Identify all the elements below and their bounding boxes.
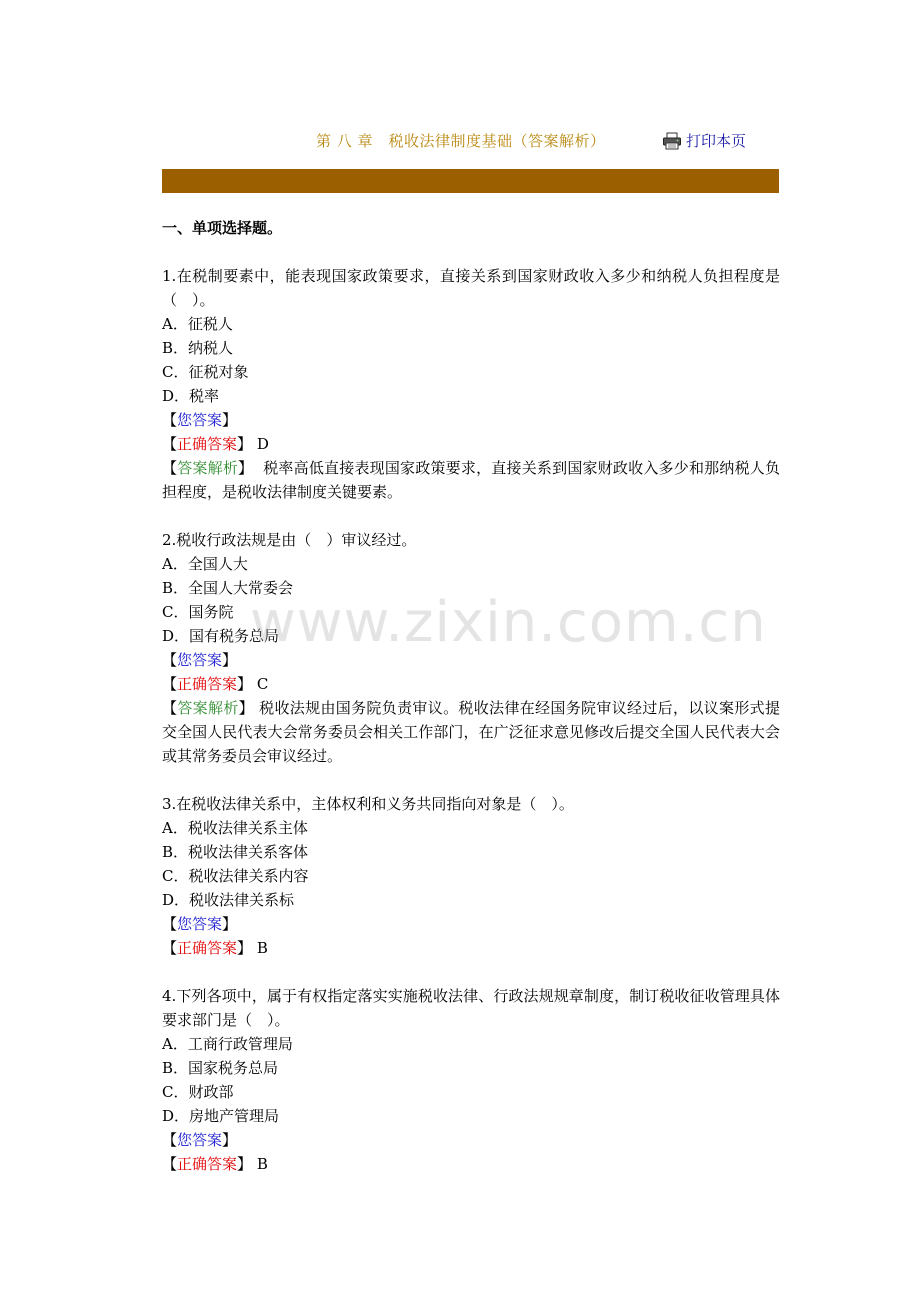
- your-answer-line: 【您答案】: [162, 411, 238, 429]
- option-b: B．全国人大常委会: [162, 579, 294, 597]
- analysis-text: 税收法规由国务院负责审议。税收法律在经国务院审议经过后，以议案形式提交全国人民代表大会常务委员会相关工作部门，在广泛征求意见修改后提交全国人民代表大会或其常务委员会审议经过。: [162, 699, 780, 765]
- correct-answer-line: 【正确答案】 C: [162, 675, 269, 693]
- your-answer-line: 【您答案】: [162, 915, 238, 933]
- correct-answer-value: B: [256, 939, 268, 957]
- correct-answer-value: C: [256, 675, 269, 693]
- chapter-title: 第 八 章 税收法律制度基础（答案解析）: [316, 132, 606, 150]
- question-1: [162, 264, 780, 504]
- print-link-label[interactable]: 打印本页: [686, 132, 747, 150]
- correct-answer-label: 正确答案: [177, 1155, 238, 1173]
- option-c: C．国务院: [162, 603, 234, 621]
- analysis-label: 答案解析: [177, 699, 239, 717]
- option-d: D．税率: [162, 387, 220, 405]
- watermark: www.zixin.com.cn: [250, 590, 767, 655]
- content-area: [162, 216, 780, 1200]
- option-a: A．全国人大: [162, 555, 248, 573]
- correct-answer-label: 正确答案: [177, 435, 238, 453]
- your-answer-line: 【您答案】: [162, 1131, 238, 1149]
- question-stem: 1.在税制要素中，能表现国家政策要求，直接关系到国家财政收入多少和纳税人负担程度是（ ）。: [162, 267, 780, 309]
- correct-answer-line: 【正确答案】 D: [162, 435, 269, 453]
- question-stem: 4.下列各项中，属于有权指定落实实施税收法律、行政法规规章制度，制订税收征收管理具体要求部门是（ ）。: [162, 987, 780, 1029]
- question-3: [162, 792, 780, 960]
- your-answer-label: 您答案: [177, 651, 223, 669]
- correct-answer-line: 【正确答案】 B: [162, 1155, 268, 1173]
- header-divider-bar: [162, 169, 779, 193]
- option-a: A．工商行政管理局: [162, 1035, 293, 1053]
- question-4: [162, 984, 780, 1176]
- correct-answer-value: D: [256, 435, 269, 453]
- correct-answer-label: 正确答案: [177, 675, 238, 693]
- title-row: [316, 128, 776, 154]
- option-b: B．纳税人: [162, 339, 234, 357]
- your-answer-label: 您答案: [177, 411, 223, 429]
- correct-answer-label: 正确答案: [177, 939, 238, 957]
- option-d: D．税收法律关系标: [162, 891, 295, 909]
- print-page-link[interactable]: [662, 128, 746, 154]
- option-a: A．税收法律关系主体: [162, 819, 308, 837]
- question-stem: 3.在税收法律关系中，主体权利和义务共同指向对象是（ ）。: [162, 795, 574, 813]
- option-a: A．征税人: [162, 315, 233, 333]
- your-answer-label: 您答案: [177, 915, 223, 933]
- analysis-line: 【答案解析】 税率高低直接表现国家政策要求，直接关系到国家财政收入多少和那纳税人负担程度，是税收法律制度关键要素。: [162, 459, 780, 501]
- option-b: B．国家税务总局: [162, 1059, 279, 1077]
- your-answer-label: 您答案: [177, 1131, 223, 1149]
- option-c: C．财政部: [162, 1083, 234, 1101]
- correct-answer-line: 【正确答案】 B: [162, 939, 268, 957]
- option-b: B．税收法律关系客体: [162, 843, 309, 861]
- question-stem: 2.税收行政法规是由（ ）审议经过。: [162, 531, 417, 549]
- printer-icon: [662, 132, 682, 150]
- option-d: D．房地产管理局: [162, 1107, 280, 1125]
- your-answer-line: 【您答案】: [162, 651, 238, 669]
- question-2: [162, 528, 780, 768]
- analysis-label: 答案解析: [177, 459, 239, 477]
- option-d: D．国有税务总局: [162, 627, 280, 645]
- correct-answer-value: B: [256, 1155, 268, 1173]
- section-heading: 一、单项选择题。: [162, 219, 283, 237]
- analysis-text: 税率高低直接表现国家政策要求，直接关系到国家财政收入多少和那纳税人负担程度，是税收法律制度关键要素。: [162, 459, 780, 501]
- option-c: C．征税对象: [162, 363, 249, 381]
- option-c: C．税收法律关系内容: [162, 867, 309, 885]
- analysis-line: 【答案解析】 税收法规由国务院负责审议。税收法律在经国务院审议经过后，以议案形式提交全国人民代表大会常务委员会相关工作部门，在广泛征求意见修改后提交全国人民代表大会或其常务委员会审议经过。: [162, 699, 780, 765]
